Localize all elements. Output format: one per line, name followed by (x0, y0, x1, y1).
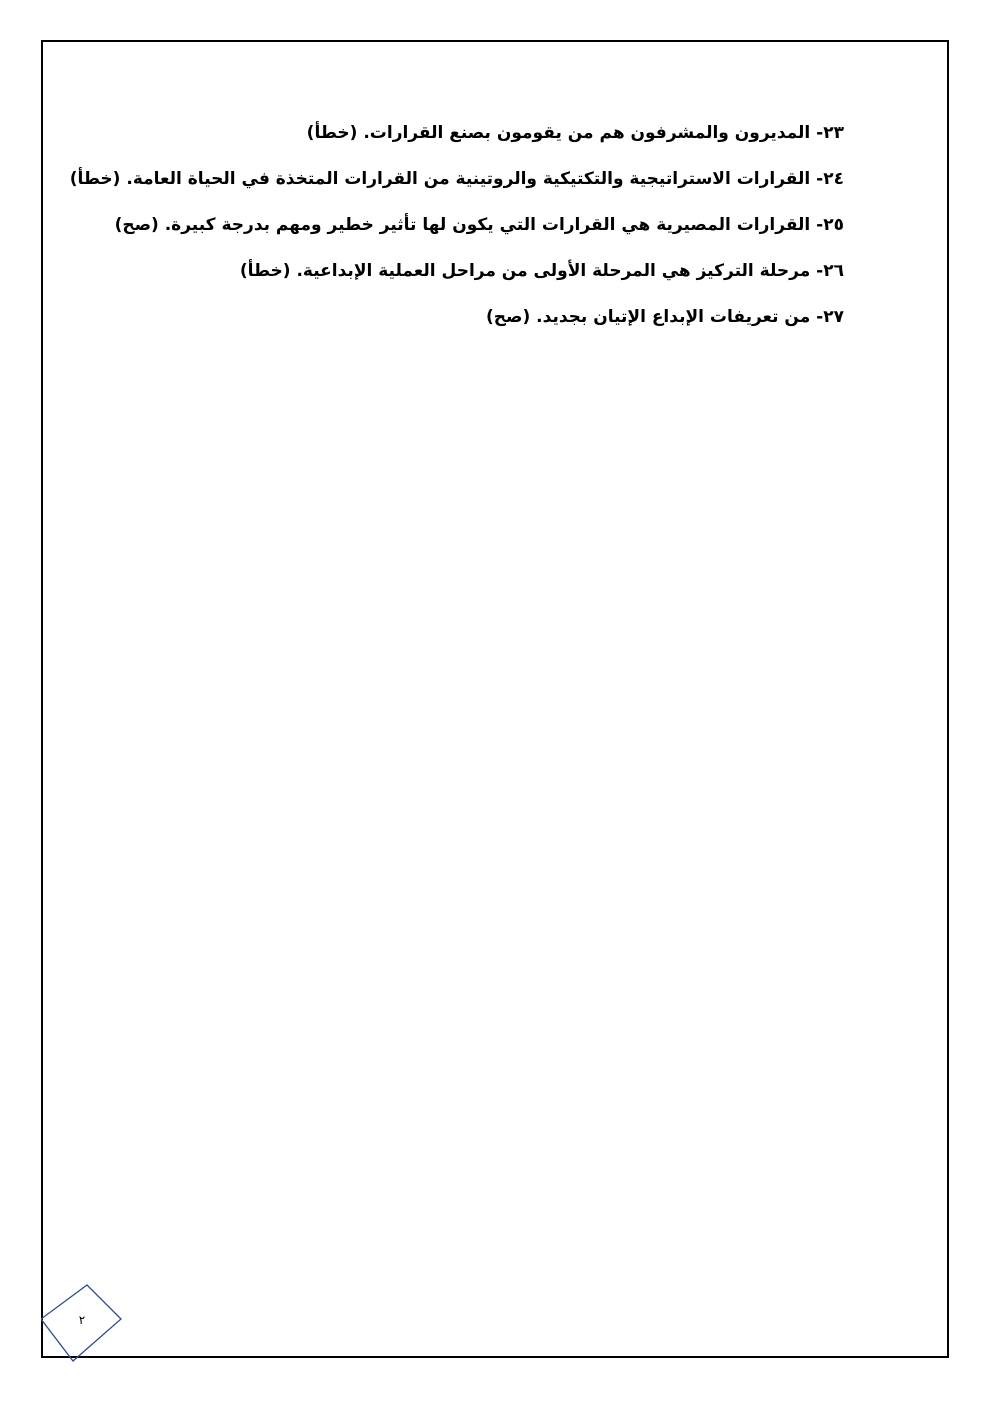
question-list (69, 110, 844, 340)
list-item: ٢٦- مرحلة التركيز هي المرحلة الأولى من مراحل العملية الإبداعية. (خطأ) (239, 261, 844, 281)
page-number-badge (41, 1283, 123, 1363)
list-item: ٢٤- القرارات الاستراتيجية والتكتيكية والروتينية من القرارات المتخذة في الحياة العامة. (خطأ) (69, 169, 844, 189)
list-item: ٢٣- المديرون والمشرفون هم من يقومون بصنع القرارات. (خطأ) (306, 123, 844, 143)
list-item: ٢٧- من تعريفات الإبداع الإتيان بجديد. (صح) (486, 307, 844, 327)
page-number: ٢ (78, 1313, 86, 1327)
list-item: ٢٥- القرارات المصيرية هي القرارات التي يكون لها تأثير خطير ومهم بدرجة كبيرة. (صح) (114, 215, 844, 235)
